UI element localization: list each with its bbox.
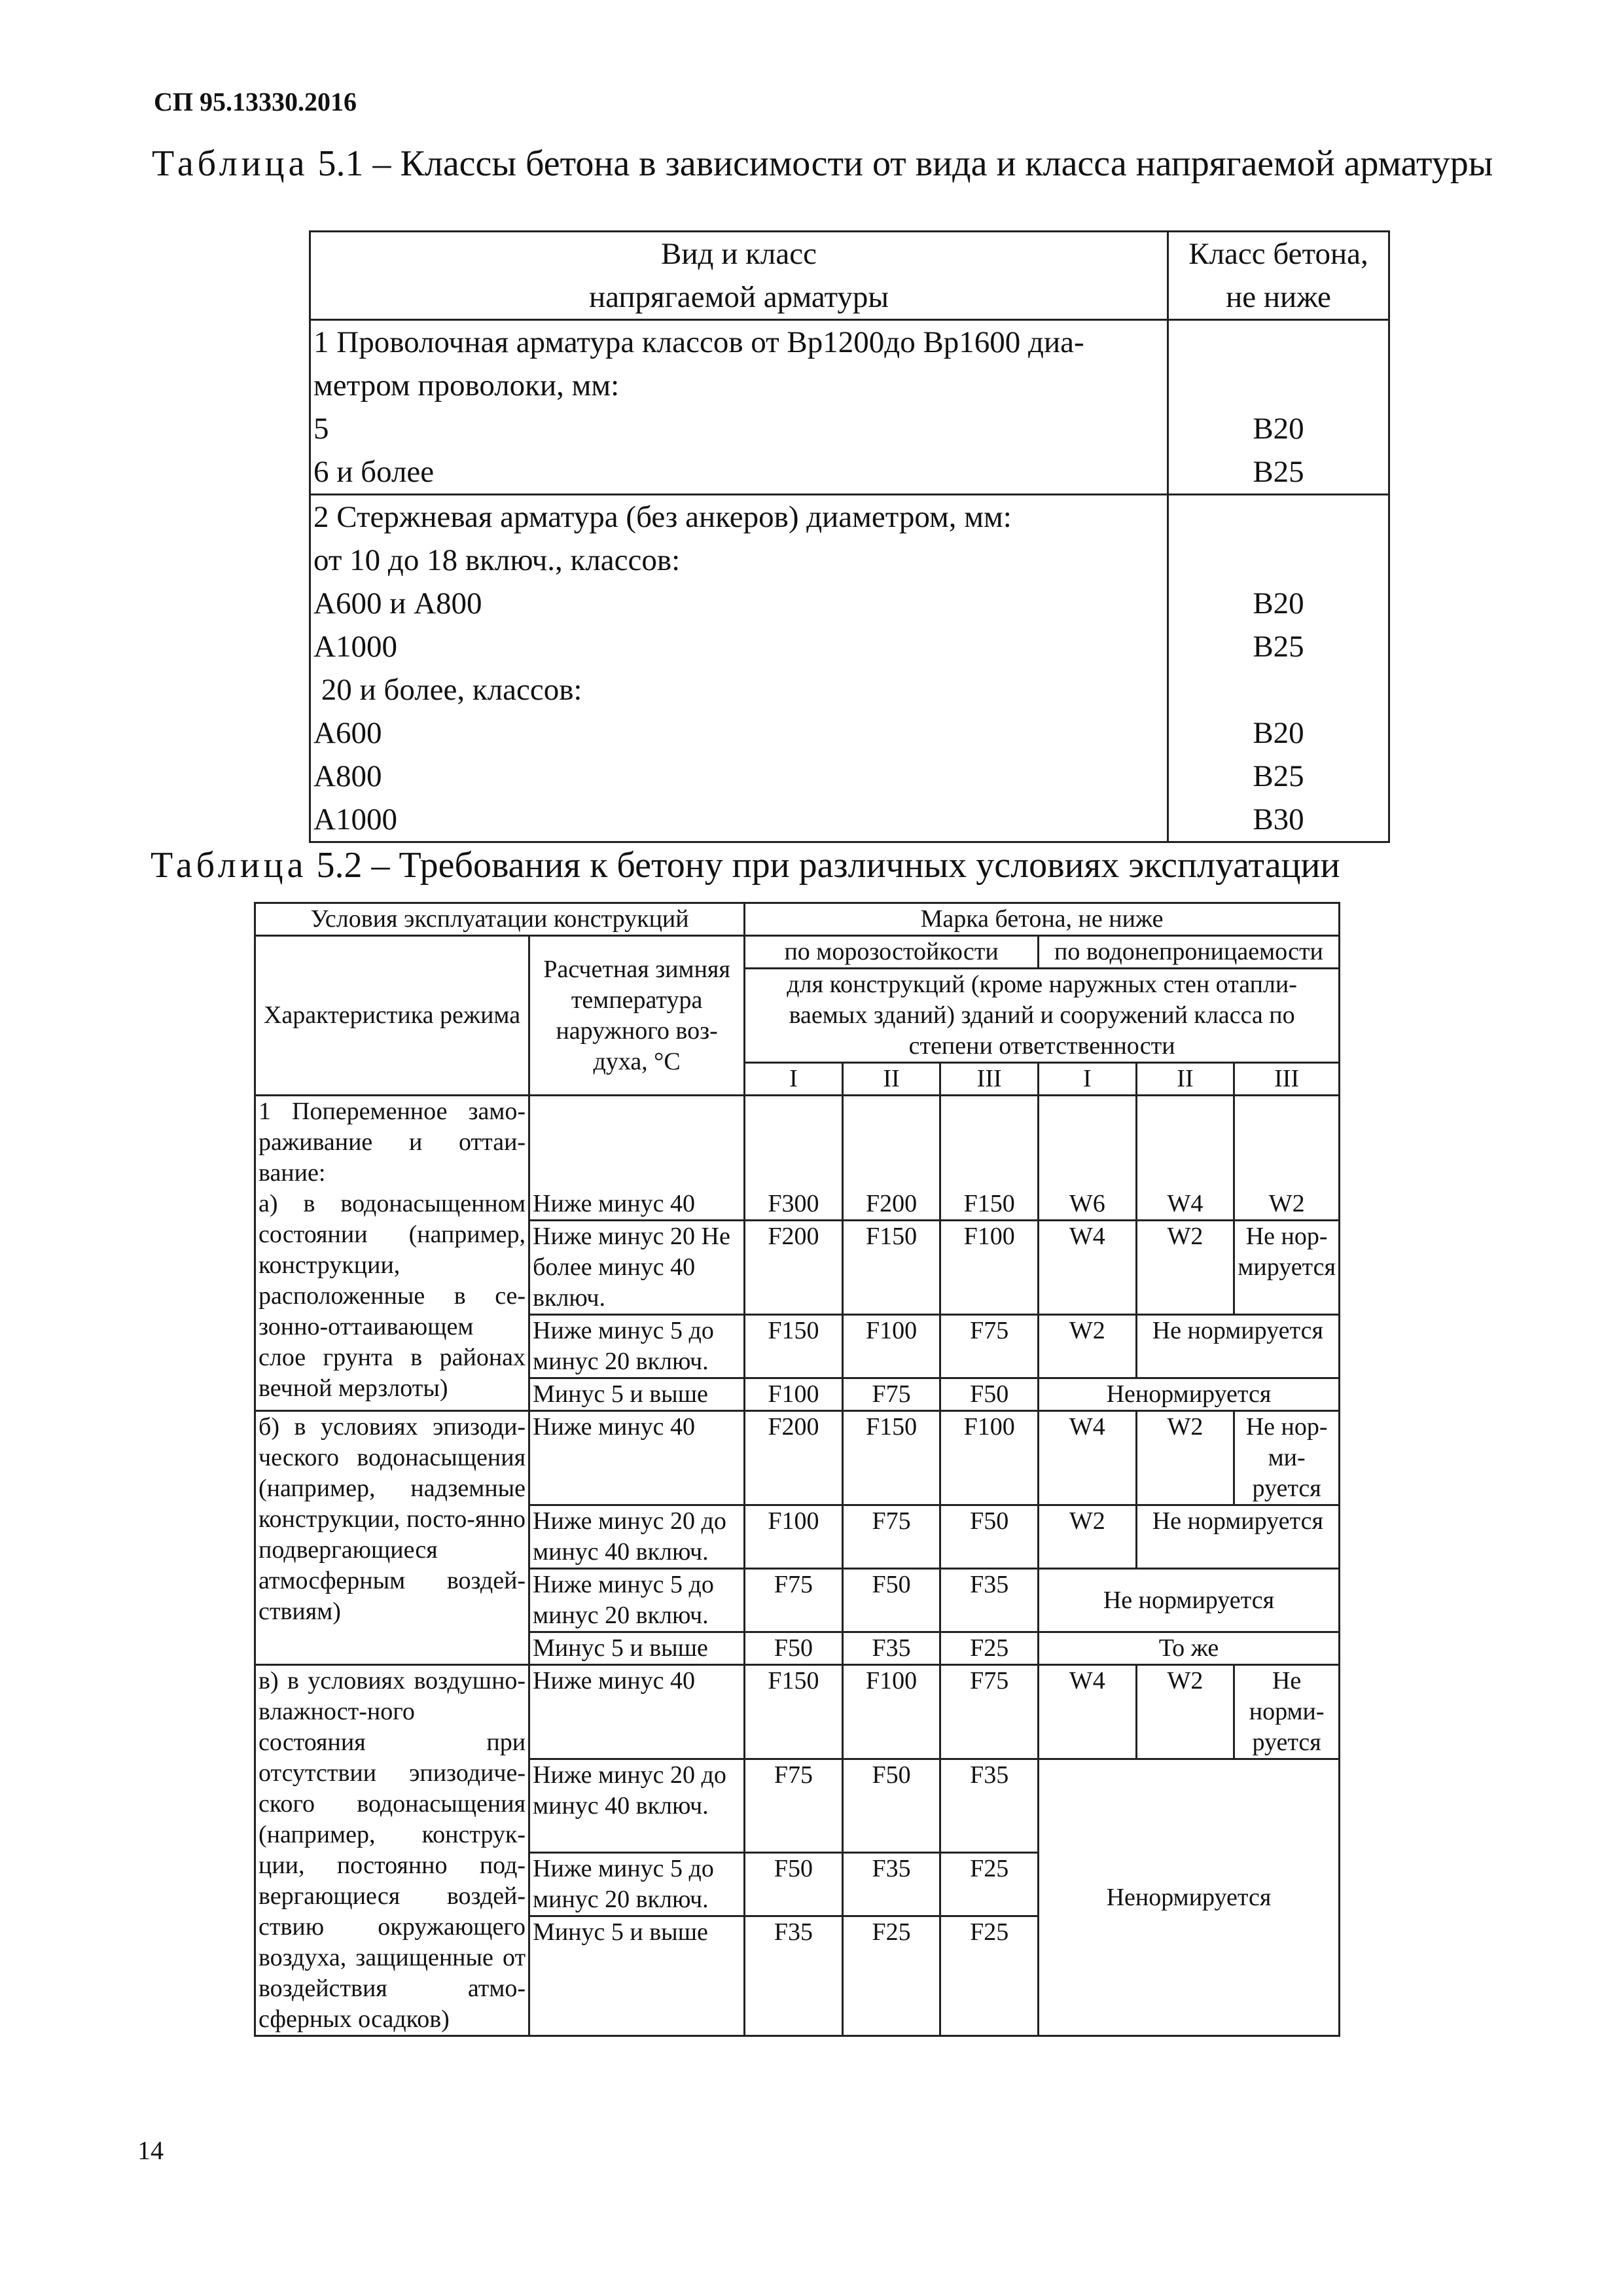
table-row: Минус 5 и выше F35 F25 F25 (255, 1916, 1340, 2036)
table2-header-characteristic: Характеристика режима (255, 936, 529, 1096)
table2-title-text: 5.2 – Требования к бетону при различных условиях эксплуатации (316, 845, 1340, 886)
table-5-2 (254, 902, 1340, 2037)
table2-class-frost-2: II (842, 1063, 940, 1096)
table1-group-bar (310, 495, 1389, 842)
table-row: Ниже минус 5 до минус 20 включ. F150 F100 F75 W2 Не нормируется (255, 1315, 1340, 1378)
row-temperature: Ниже минус 20 Не более минус 40 включ. (529, 1221, 745, 1315)
table1-group2-labels: 2 Стержневая арматура (без анкеров) диаметром, мм: от 10 до 18 включ., классов: А600 и А800 А1000 20 и более, классов: А600 А800 А1000 (310, 495, 1168, 842)
table-row: Минус 5 и выше F100 F75 F50 Ненормируется (255, 1378, 1340, 1411)
table1-group1-values: В20 В25 (1168, 320, 1389, 495)
table-row: Ниже минус 5 до минус 20 включ. F75 F50 F35 Не нормируется (255, 1569, 1340, 1632)
table1-group1-labels: 1 Проволочная арматура классов от Вр1200до Вр1600 диа- метром проволоки, мм: 5 6 и более (310, 320, 1168, 495)
table2-header-frost: по морозостойкости (745, 936, 1039, 969)
table2-header-row2 (255, 936, 1340, 969)
table1-header-class: Класс бетона, не ниже (1168, 232, 1389, 320)
table2-header-temperature: Расчетная зимняя температура наружного воз-духа, °С (529, 936, 745, 1096)
table2-class-water-3: III (1234, 1063, 1340, 1096)
table2-class-frost-1: I (745, 1063, 843, 1096)
table-5-1 (309, 230, 1390, 843)
row-temperature: Ниже минус 5 до минус 20 включ. (529, 1569, 745, 1632)
table2-header-conditions: Условия эксплуатации конструкций (255, 903, 745, 936)
table2-header-grade: Марка бетона, не ниже (745, 903, 1340, 936)
table-row: в) в условиях воздушно-влажност-ного состояния при отсутствии эпизодиче-ского водонасыщения (например, конструк-ции, постоянно под-вергающиеся воздей-ствию окружающего воздуха, защищенные от воздействия атмо-сферных осадков) Ниже минус 40 F150 F100 F75 W4 W2 Не норми-руется (255, 1665, 1340, 1759)
row-temperature: Ниже минус 40 (529, 1096, 745, 1221)
row-temperature: Минус 5 и выше (529, 1378, 745, 1411)
table1-header-rebar: Вид и класс напрягаемой арматуры (310, 232, 1168, 320)
table1-title (152, 143, 1493, 185)
section1-characteristic: 1 Попеременное замо-раживание и оттаи-вание: а) в водонасыщенном состоянии (например, конструкции, расположенные в се-зонно-оттаивающем слое грунта в районах вечной мерзлоты) (255, 1096, 529, 1411)
table-row: б) в условиях эпизоди-ческого водонасыщения (например, надземные конструкции, посто-янно подвергающиеся атмосферным воздей-ствиям) Ниже минус 40 F200 F150 F100 W4 W2 Не нор-ми-руется (255, 1411, 1340, 1505)
table-row: Ниже минус 20 до минус 40 включ. F75 F50 F35 Ненормируется (255, 1759, 1340, 1853)
table1-group2-values: В20 В25 В20 В25 В30 (1168, 495, 1389, 842)
row-temperature: Ниже минус 5 до минус 20 включ. (529, 1853, 745, 1916)
table2-class-water-1: I (1038, 1063, 1136, 1096)
page-number: 14 (137, 2136, 164, 2165)
row-temperature: Ниже минус 20 до минус 40 включ. (529, 1505, 745, 1569)
section-c-characteristic: в) в условиях воздушно-влажност-ного состояния при отсутствии эпизодиче-ского водонасыщения (например, конструк-ции, постоянно под-вергающиеся воздей-ствию окружающего воздуха, защищенные от воздействия атмо-сферных осадков) (255, 1665, 529, 2036)
row-temperature: Ниже минус 20 до минус 40 включ. (529, 1759, 745, 1853)
row-temperature: Минус 5 и выше (529, 1916, 745, 2036)
table1-title-text: 5.1 – Классы бетона в зависимости от вида и класса напрягаемой арматуры (317, 143, 1493, 184)
table1-header-row (310, 232, 1389, 320)
table2-class-water-2: II (1136, 1063, 1234, 1096)
section-c-water-merged: Ненормируется (1038, 1759, 1339, 2036)
table-row: Ниже минус 20 до минус 40 включ. F100 F75 F50 W2 Не нормируется (255, 1505, 1340, 1569)
table2-header-water: по водонепроницаемости (1038, 936, 1339, 969)
table-row: 1 Попеременное замо-раживание и оттаи-вание: а) в водонасыщенном состоянии (например, конструкции, расположенные в се-зонно-оттаивающем слое грунта в районах вечной мерзлоты) Ниже минус 40 F300 F200 F150 W6 W4 W2 (255, 1096, 1340, 1221)
row-temperature: Ниже минус 40 (529, 1411, 745, 1505)
table2-header-row1 (255, 903, 1340, 936)
table-row: Минус 5 и выше F50 F35 F25 То же (255, 1632, 1340, 1665)
document-code: СП 95.13330.2016 (154, 87, 357, 117)
table2-header-for-structures: для конструкций (кроме наружных стен отапли-ваемых зданий) зданий и сооружений класса по степени ответственности (745, 969, 1340, 1063)
table2-title-label: Таблица (151, 845, 308, 886)
table1-group-wire (310, 320, 1389, 495)
table2-title (151, 844, 1340, 886)
table2-class-frost-3: III (940, 1063, 1039, 1096)
table1-title-label: Таблица (152, 143, 309, 184)
section-b-characteristic: б) в условиях эпизоди-ческого водонасыщения (например, надземные конструкции, посто-янно подвергающиеся атмосферным воздей-ствиям) (255, 1411, 529, 1665)
row-temperature: Ниже минус 5 до минус 20 включ. (529, 1315, 745, 1378)
table-row: Ниже минус 20 Не более минус 40 включ. F200 F150 F100 W4 W2 Не нор-мируется (255, 1221, 1340, 1315)
table-row: Ниже минус 5 до минус 20 включ. F50 F35 F25 (255, 1853, 1340, 1916)
row-temperature: Ниже минус 40 (529, 1665, 745, 1759)
row-temperature: Минус 5 и выше (529, 1632, 745, 1665)
